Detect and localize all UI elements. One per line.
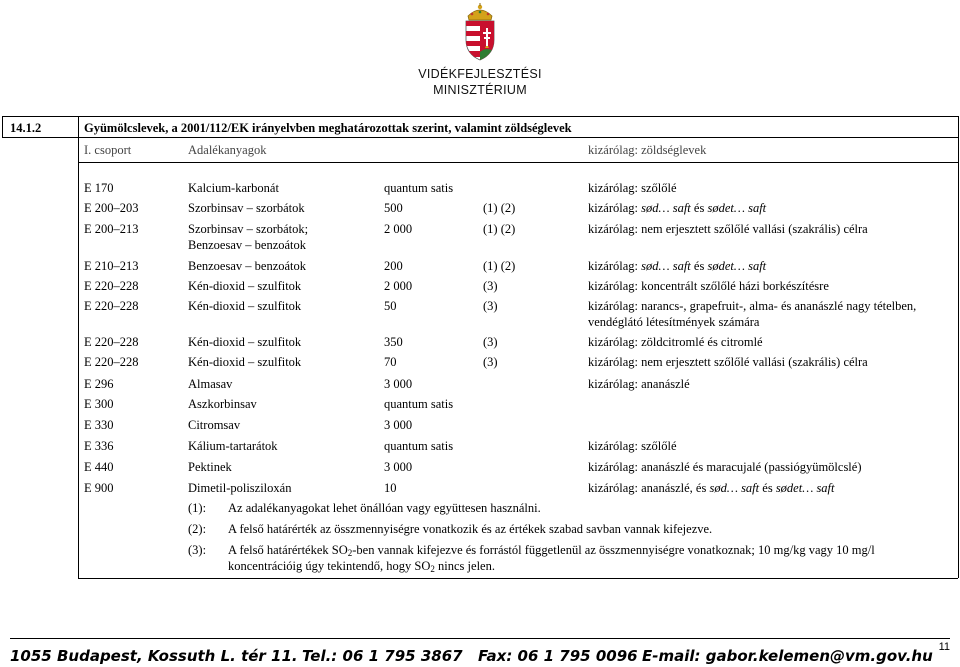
- note-text: [228, 558, 495, 577]
- table-bottom-border: [78, 578, 958, 579]
- row-max-amount: 3 000: [384, 377, 413, 391]
- row-max-amount: 70: [384, 355, 397, 369]
- row-note-ref: (1) (2): [483, 222, 516, 236]
- additives-header: Adalékanyagok: [188, 143, 267, 157]
- row-code: E 220–228: [84, 335, 139, 349]
- restriction-header: kizárólag: zöldséglevek: [588, 143, 707, 157]
- row-code: E 296: [84, 377, 114, 391]
- row-max-amount: 2 000: [384, 279, 413, 293]
- row-code: E 210–213: [84, 259, 139, 273]
- row-additive-name: Aszkorbinsav: [188, 397, 257, 411]
- row-max-amount: 2 000: [384, 222, 413, 236]
- footer-fax: Fax: 06 1 795 0096: [478, 647, 638, 665]
- row-restriction: kizárólag: ananászlé, és sød… saft és sødet… saft: [588, 481, 835, 495]
- note-label: (1):: [188, 501, 207, 515]
- subscript: 2: [430, 564, 435, 574]
- group-label: I. csoport: [84, 143, 132, 157]
- row-restriction: kizárólag: szőlőlé: [588, 439, 677, 453]
- row-restriction: kizárólag: ananászlé és maracujalé (passiógyümölcslé): [588, 460, 862, 474]
- row-restriction: kizárólag: narancs-, grapefruit-, alma- és ananászlé nagy tételben,: [588, 299, 917, 313]
- ministry-name: [0, 66, 960, 98]
- row-max-amount: 50: [384, 299, 397, 313]
- table-left-border: [2, 116, 3, 138]
- row-restriction: vendéglátó létesítmények számára: [588, 315, 760, 329]
- footer-tel: Tel.: 06 1 795 3867: [302, 647, 463, 665]
- row-code: E 170: [84, 181, 114, 195]
- note-label: (2):: [188, 522, 207, 536]
- row-note-ref: (1) (2): [483, 201, 516, 215]
- row-note-ref: (3): [483, 355, 498, 369]
- row-max-amount: 500: [384, 201, 403, 215]
- row-code: E 220–228: [84, 355, 139, 369]
- subscript: 2: [347, 548, 353, 558]
- row-additive-name: Pektinek: [188, 460, 232, 474]
- row-additive-name: Szorbinsav – szorbátok;: [188, 222, 309, 236]
- row-additive-name: Kálium-tartarátok: [188, 439, 278, 453]
- table-right-border-body: [958, 137, 959, 578]
- section-row-border: [2, 137, 958, 138]
- row-max-amount: 10: [384, 481, 397, 495]
- row-additive-name: Kén-dioxid – szulfitok: [188, 279, 302, 293]
- note-text-part: koncentrációig úgy tekintendő, hogy SO: [228, 559, 431, 573]
- row-additive-name: Benzoesav – benzoátok: [188, 238, 307, 252]
- footer-email: E-mail: gabor.kelemen@vm.gov.hu: [642, 647, 933, 665]
- page-number: 11: [938, 641, 950, 653]
- row-additive-name: Citromsav: [188, 418, 241, 432]
- row-max-amount: 3 000: [384, 418, 413, 432]
- row-code: E 220–228: [84, 299, 139, 313]
- row-additive-name: Benzoesav – benzoátok: [188, 259, 307, 273]
- row-code: E 900: [84, 481, 114, 495]
- section-number: 14.1.2: [10, 121, 42, 135]
- note-text: Az adalékanyagokat lehet önállóan vagy együttesen használni.: [228, 501, 541, 515]
- row-max-amount: quantum satis: [384, 397, 454, 411]
- row-code: E 330: [84, 418, 114, 432]
- row-restriction: kizárólag: koncentrált szőlőlé házi borkészítésre: [588, 279, 829, 293]
- row-additive-name: Dimetil-polisziloxán: [188, 481, 292, 495]
- footer-rule: [10, 638, 950, 639]
- note-text-part: A felső határértékek SO: [228, 543, 348, 557]
- table-top-border: [2, 116, 958, 117]
- row-additive-name: Szorbinsav – szorbátok: [188, 201, 305, 215]
- note-label: (3):: [188, 543, 207, 557]
- note-text: A felső határérték az összmennyiségre vonatkozik és az értékek szabad savban vannak kifejezve.: [228, 522, 713, 536]
- col-divider: [78, 116, 79, 578]
- letterhead: [0, 0, 960, 104]
- row-additive-name: Kén-dioxid – szulfitok: [188, 299, 302, 313]
- section-title: Gyümölcslevek, a 2001/112/EK irányelvben meghatározottak szerint, valamint zöldséglevek: [84, 121, 572, 135]
- footer-address: 1055 Budapest, Kossuth L. tér 11.: [10, 647, 298, 665]
- row-code: E 336: [84, 439, 114, 453]
- header-row-border: [78, 162, 958, 163]
- row-restriction: kizárólag: zöldcitromlé és citromlé: [588, 335, 763, 349]
- row-additive-name: Kén-dioxid – szulfitok: [188, 355, 302, 369]
- row-additive-name: Kén-dioxid – szulfitok: [188, 335, 302, 349]
- row-note-ref: (3): [483, 279, 498, 293]
- row-note-ref: (1) (2): [483, 259, 516, 273]
- row-note-ref: (3): [483, 299, 498, 313]
- ministry-line-2: MINISZTÉRIUM: [433, 83, 527, 97]
- ministry-line-1: VIDÉKFEJLESZTÉSI: [418, 67, 542, 81]
- row-code: E 440: [84, 460, 114, 474]
- note-text-part: -ben vannak kifejezve és forrástól függetlenül az összmennyiségre vonatkoznak; 10 mg/kg vagy 10 mg/l: [352, 543, 875, 557]
- row-restriction: kizárólag: szőlőlé: [588, 181, 677, 195]
- row-additive-name: Kalcium-karbonát: [188, 181, 279, 195]
- row-note-ref: (3): [483, 335, 498, 349]
- row-restriction: kizárólag: sød… saft és sødet… saft: [588, 259, 767, 273]
- row-max-amount: quantum satis: [384, 439, 454, 453]
- row-code: E 300: [84, 397, 114, 411]
- row-code: E 220–228: [84, 279, 139, 293]
- row-max-amount: 350: [384, 335, 403, 349]
- row-max-amount: 3 000: [384, 460, 413, 474]
- row-restriction: kizárólag: nem erjesztett szőlőlé vallási (szakrális) célra: [588, 355, 868, 369]
- row-restriction: kizárólag: sød… saft és sødet… saft: [588, 201, 767, 215]
- table-right-border: [958, 116, 959, 138]
- row-max-amount: 200: [384, 259, 403, 273]
- hungarian-coat-of-arms-icon: [458, 2, 502, 62]
- row-max-amount: quantum satis: [384, 181, 454, 195]
- note-text-part: nincs jelen.: [434, 559, 495, 573]
- row-additive-name: Almasav: [188, 377, 233, 391]
- row-code: E 200–213: [84, 222, 139, 236]
- row-code: E 200–203: [84, 201, 139, 215]
- row-restriction: kizárólag: nem erjesztett szőlőlé vallási (szakrális) célra: [588, 222, 868, 236]
- row-restriction: kizárólag: ananászlé: [588, 377, 690, 391]
